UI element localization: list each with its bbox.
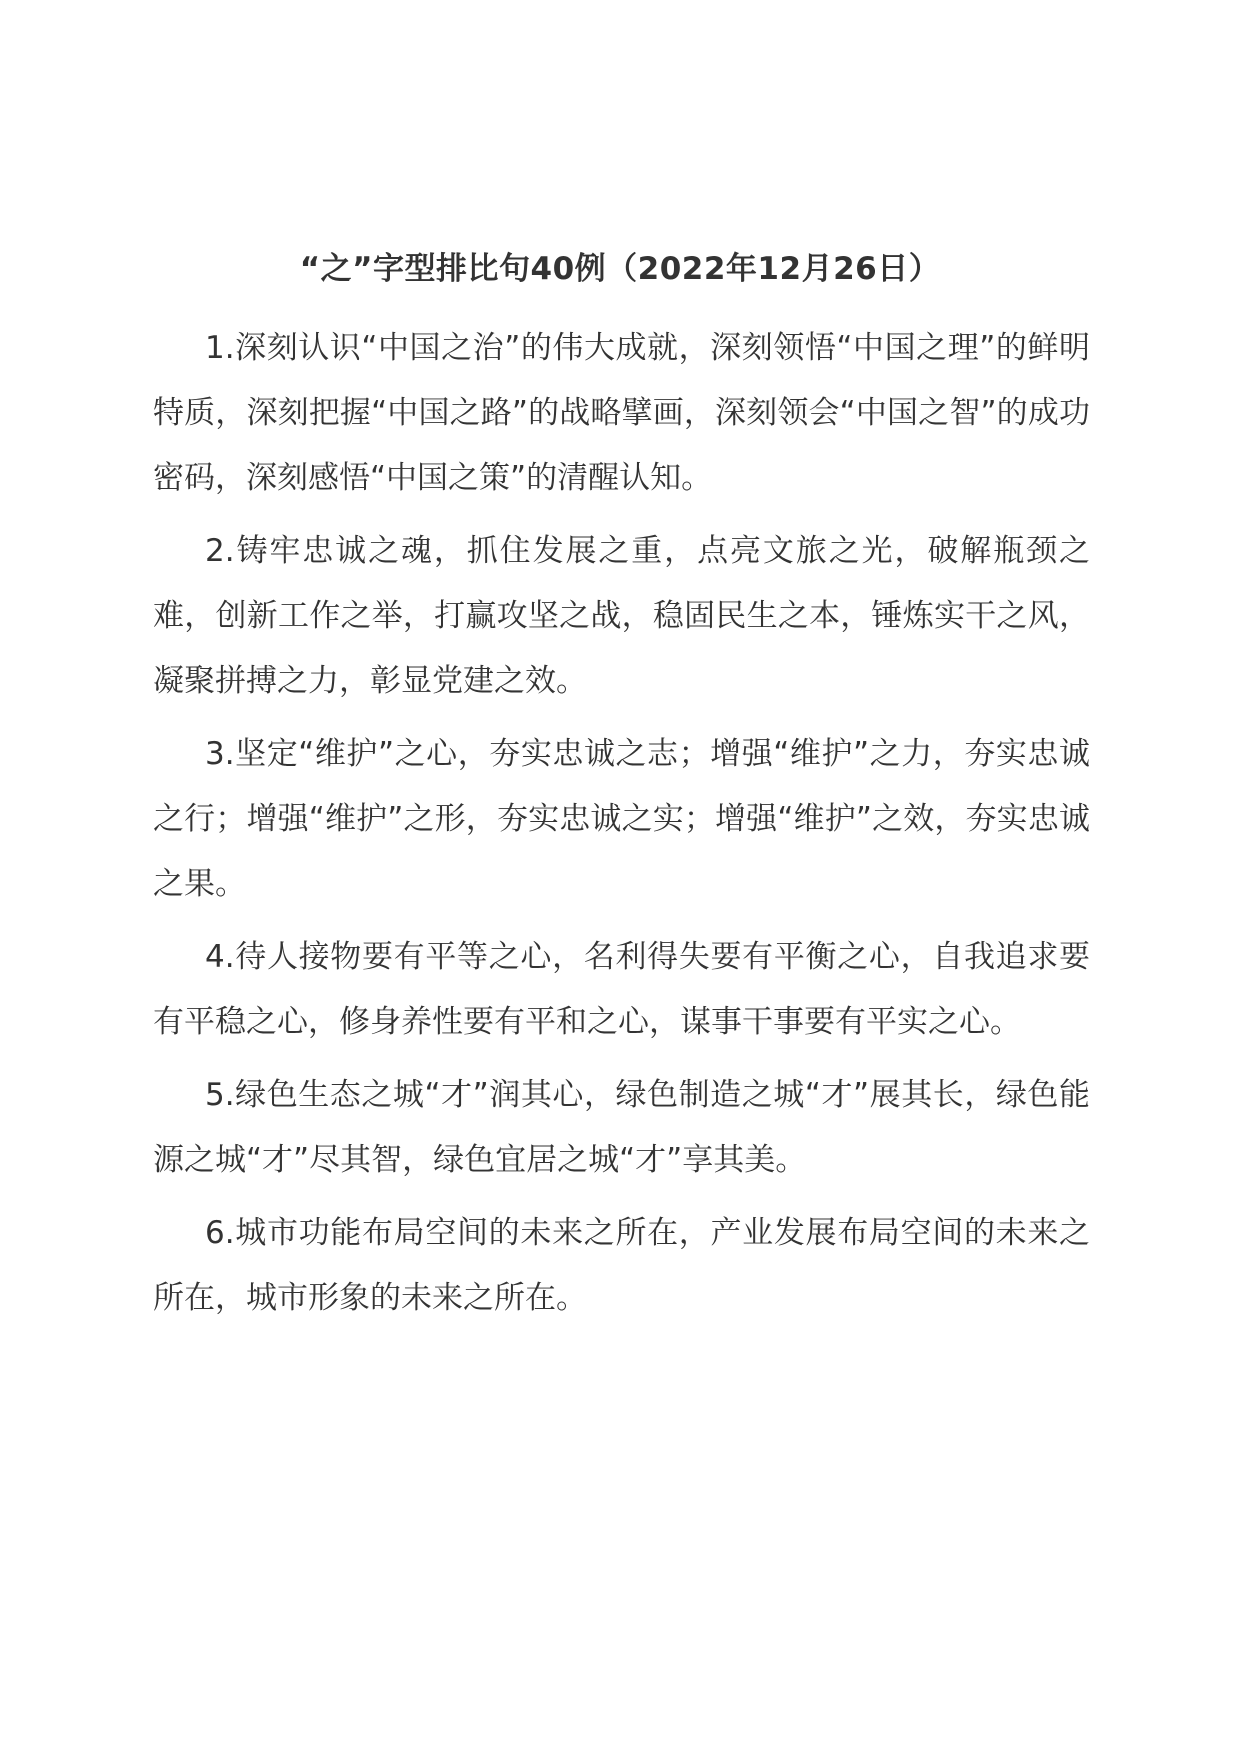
paragraph-4: 4.待人接物要有平等之心，名利得失要有平衡之心，自我追求要有平稳之心，修身养性要有平和之心，谋事干事要有平实之心。	[153, 939, 1090, 1040]
paragraph-3: 3.坚定“维护”之心，夯实忠诚之志；增强“维护”之力，夯实忠诚之行；增强“维护”之形，夯实忠诚之实；增强“维护”之效，夯实忠诚之果。	[153, 736, 1090, 902]
document-title: “之”字型排比句40例（2022年12月26日）	[299, 251, 941, 287]
paragraph-1: 1.深刻认识“中国之治”的伟大成就，深刻领悟“中国之理”的鲜明特质，深刻把握“中国之路”的战略擘画，深刻领会“中国之智”的成功密码，深刻感悟“中国之策”的清醒认知。	[153, 330, 1090, 496]
paragraph-5: 5.绿色生态之城“才”润其心，绿色制造之城“才”展其长，绿色能源之城“才”尽其智，绿色宜居之城“才”享其美。	[153, 1077, 1090, 1178]
paragraph-6: 6.城市功能布局空间的未来之所在，产业发展布局空间的未来之所在，城市形象的未来之所在。	[153, 1215, 1090, 1316]
paragraph-2: 2.铸牢忠诚之魂，抓住发展之重，点亮文旅之光，破解瓶颈之难，创新工作之举，打赢攻坚之战，稳固民生之本，锤炼实干之风，凝聚拼搏之力，彰显党建之效。	[153, 533, 1090, 699]
document-body	[153, 316, 1090, 1339]
